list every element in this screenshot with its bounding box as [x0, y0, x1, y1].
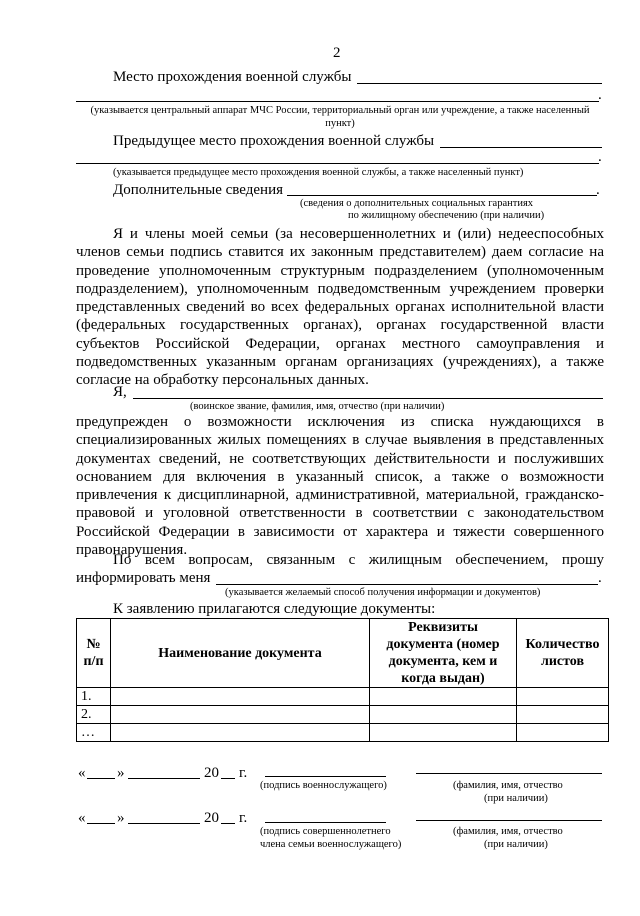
month-line[interactable] — [128, 823, 200, 824]
inform-label: информировать меня — [76, 570, 211, 586]
period: . — [598, 87, 602, 103]
header-num-2: п/п — [83, 654, 104, 669]
day-line[interactable] — [87, 823, 115, 824]
year-line[interactable] — [221, 823, 235, 824]
signature-hint: (подпись военнослужащего) — [260, 780, 387, 791]
additional-hint-1: (сведения о дополнительных социальных гарантиях — [300, 198, 534, 209]
warning-paragraph: предупрежден о возможности исключения из списка нуждающихся в специализированных жилых помещениях в случае выявления в представленных документах сведений, не соответствующих действительности и послуживших основанием для включения в указанный список, а также о возможности привлечения к дисциплинарной, административной, материальной, гражданско-правовой и уголовной ответственности в соответствии с законодательством Российской Федерации в зависимости от характера и тяжести совершенного правонарушения. — [76, 414, 604, 559]
i-line[interactable] — [133, 398, 603, 399]
document-requisites-cell[interactable] — [370, 724, 517, 742]
header-num-1: № — [86, 637, 101, 652]
i-label: Я, — [113, 384, 127, 400]
header-req-1: Реквизиты — [408, 620, 478, 635]
additional-hint-2: по жилищному обеспечению (при наличии) — [348, 210, 545, 221]
year-prefix: 20 — [204, 765, 219, 781]
service-place-line-2[interactable] — [76, 101, 599, 102]
signature-line[interactable] — [265, 776, 386, 777]
header-requisites — [370, 619, 517, 688]
full-name-hint-1: (фамилия, имя, отчество — [453, 826, 563, 837]
signature-hint-2: члена семьи военнослужащего) — [260, 839, 402, 850]
signature-hint-1: (подпись совершеннолетнего — [260, 826, 391, 837]
header-num — [77, 619, 111, 688]
year-line[interactable] — [221, 778, 235, 779]
row-number: 1. — [77, 688, 111, 706]
row-number: … — [77, 724, 111, 742]
document-name-cell[interactable] — [111, 688, 370, 706]
header-count-2: листов — [540, 654, 585, 669]
full-name-hint-2: (при наличии) — [484, 793, 548, 804]
open-quote: « — [78, 810, 86, 826]
document-name-cell[interactable] — [111, 706, 370, 724]
inform-line[interactable] — [216, 584, 598, 585]
previous-service-line[interactable] — [440, 147, 602, 148]
close-quote: » — [117, 765, 125, 781]
full-name-hint-2: (при наличии) — [484, 839, 548, 850]
table-header-row — [77, 619, 609, 688]
row-number: 2. — [77, 706, 111, 724]
consent-paragraph: Я и члены моей семьи (за несовершеннолетних и (или) недееспособных членов семьи подпись ставится их законным представителем) даем согласие на проведение уполномоченным структурным подразделением (уполномоченным подразделением), уполномоченным подведомственным учреждением проверки представленных сведений во всех федеральных органах исполнительной власти (федеральных государственных органах), органах государственной власти субъектов Российской Федерации, органах местного самоуправления и подведомственных указанным органам организациях (учреждениях), а также согласие на обработку персональных данных. — [76, 226, 604, 389]
table-row — [77, 688, 609, 706]
service-place-label: Место прохождения военной службы — [113, 69, 352, 85]
full-name-line[interactable] — [416, 820, 602, 821]
full-name-hint-1: (фамилия, имя, отчество — [453, 780, 563, 791]
document-count-cell[interactable] — [517, 688, 609, 706]
attached-label: К заявлению прилагаются следующие документы: — [113, 601, 436, 617]
page-number: 2 — [333, 45, 341, 61]
open-quote: « — [78, 765, 86, 781]
close-quote: » — [117, 810, 125, 826]
document-count-cell[interactable] — [517, 724, 609, 742]
document-count-cell[interactable] — [517, 706, 609, 724]
header-count-1: Количество — [525, 637, 600, 652]
service-place-line[interactable] — [357, 83, 602, 84]
inform-hint: (указывается желаемый способ получения информации и документов) — [225, 587, 541, 598]
additional-line[interactable] — [287, 195, 597, 196]
inform-line1: По всем вопросам, связанным с жилищным обеспечением, прошу — [113, 552, 604, 568]
service-place-hint: (указывается центральный аппарат МЧС России, территориальный орган или учреждение, а также населенный пункт) — [90, 105, 590, 129]
month-line[interactable] — [128, 778, 200, 779]
previous-service-line-2[interactable] — [76, 163, 599, 164]
previous-service-hint: (указывается предыдущее место прохождения военной службы, а также населенный пункт) — [113, 167, 524, 178]
signature-line[interactable] — [265, 822, 386, 823]
year-prefix: 20 — [204, 810, 219, 826]
additional-label: Дополнительные сведения — [113, 182, 284, 198]
day-line[interactable] — [87, 778, 115, 779]
document-name-cell[interactable] — [111, 724, 370, 742]
previous-service-label: Предыдущее место прохождения военной службы — [113, 133, 435, 149]
year-suffix: г. — [239, 810, 248, 826]
year-suffix: г. — [239, 765, 248, 781]
full-name-line[interactable] — [416, 773, 602, 774]
document-requisites-cell[interactable] — [370, 706, 517, 724]
table-row — [77, 706, 609, 724]
header-name: Наименование документа — [111, 619, 370, 688]
header-req-2: документа (номер — [386, 637, 500, 652]
period: . — [598, 570, 602, 586]
header-req-4: когда выдан) — [401, 671, 485, 686]
header-req-3: документа, кем и — [388, 654, 498, 669]
i-hint: (воинское звание, фамилия, имя, отчество (при наличии) — [190, 401, 445, 412]
documents-table — [76, 618, 609, 742]
period: . — [596, 182, 600, 198]
period: . — [598, 149, 602, 165]
document-requisites-cell[interactable] — [370, 688, 517, 706]
header-count — [517, 619, 609, 688]
table-row — [77, 724, 609, 742]
